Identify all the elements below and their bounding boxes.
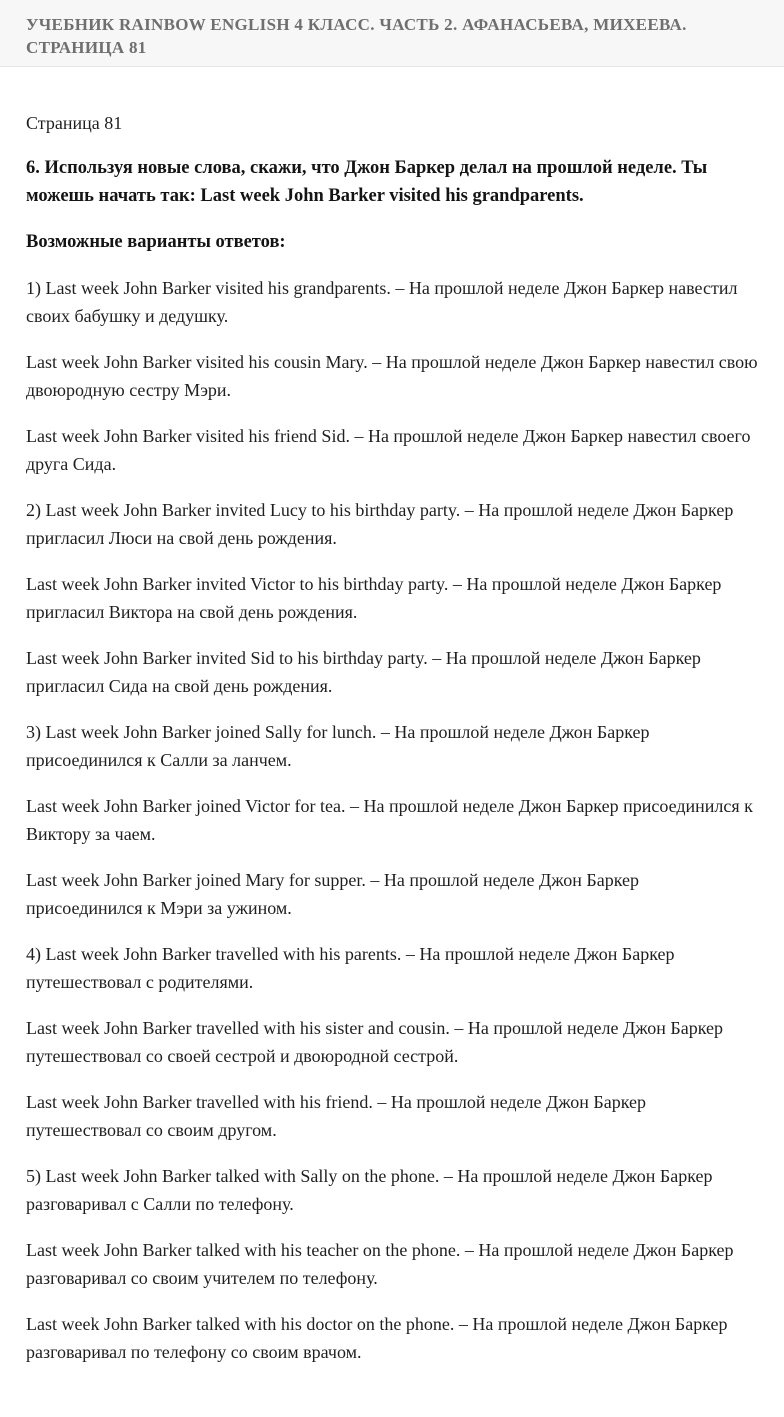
answer-item: Last week John Barker joined Mary for supper. – На прошлой неделе Джон Баркер присоединился к Мэри за ужином.	[26, 870, 640, 918]
answer-item: Last week John Barker talked with his teacher on the phone. – На прошлой неделе Джон Баркер разговаривал со своим учителем по телефону.	[26, 1240, 734, 1288]
answer-item: Last week John Barker joined Victor for tea. – На прошлой неделе Джон Баркер присоединился к Виктору за чаем.	[26, 796, 753, 844]
article-content	[0, 67, 784, 1366]
answers-heading: Возможные варианты ответов:	[26, 232, 286, 252]
answer-item: Last week John Barker talked with his doctor on the phone. – На прошлой неделе Джон Баркер разговаривал по телефону со своим врачом.	[26, 1314, 728, 1362]
answer-item: Last week John Barker invited Victor to his birthday party. – На прошлой неделе Джон Баркер пригласил Виктора на свой день рождения.	[26, 574, 722, 622]
answer-item: Last week John Barker travelled with his friend. – На прошлой неделе Джон Баркер путешествовал со своим другом.	[26, 1092, 647, 1140]
answer-item: 1) Last week John Barker visited his grandparents. – На прошлой неделе Джон Баркер навестил своих бабушку и дедушку.	[26, 278, 738, 326]
answer-item: 5) Last week John Barker talked with Sally on the phone. – На прошлой неделе Джон Баркер разговаривал с Салли по телефону.	[26, 1166, 713, 1214]
answer-item: Last week John Barker travelled with his sister and cousin. – На прошлой неделе Джон Баркер путешествовал со своей сестрой и двоюродной сестрой.	[26, 1018, 724, 1066]
answer-item: Last week John Barker visited his cousin Mary. – На прошлой неделе Джон Баркер навестил свою двоюродную сестру Мэри.	[26, 352, 758, 400]
page-header	[0, 0, 784, 67]
page-title: УЧЕБНИК RAINBOW ENGLISH 4 КЛАСС. ЧАСТЬ 2. АФАНАСЬЕВА, МИХЕЕВА. СТРАНИЦА 81	[26, 15, 687, 57]
answer-item: 4) Last week John Barker travelled with his parents. – На прошлой неделе Джон Баркер путешествовал с родителями.	[26, 944, 675, 992]
page-number-label: Страница 81	[26, 113, 123, 133]
answer-item: Last week John Barker invited Sid to his birthday party. – На прошлой неделе Джон Баркер пригласил Сида на свой день рождения.	[26, 648, 701, 696]
answer-item: 3) Last week John Barker joined Sally for lunch. – На прошлой неделе Джон Баркер присоединился к Салли за ланчем.	[26, 722, 650, 770]
answer-item: Last week John Barker visited his friend Sid. – На прошлой неделе Джон Баркер навестил своего друга Сида.	[26, 426, 751, 474]
answer-item: 2) Last week John Barker invited Lucy to his birthday party. – На прошлой неделе Джон Баркер пригласил Люси на свой день рождения.	[26, 500, 734, 548]
task-statement: 6. Используя новые слова, скажи, что Джон Баркер делал на прошлой неделе. Ты можешь начать так: Last week John Barker visited his grandparents.	[26, 158, 708, 206]
